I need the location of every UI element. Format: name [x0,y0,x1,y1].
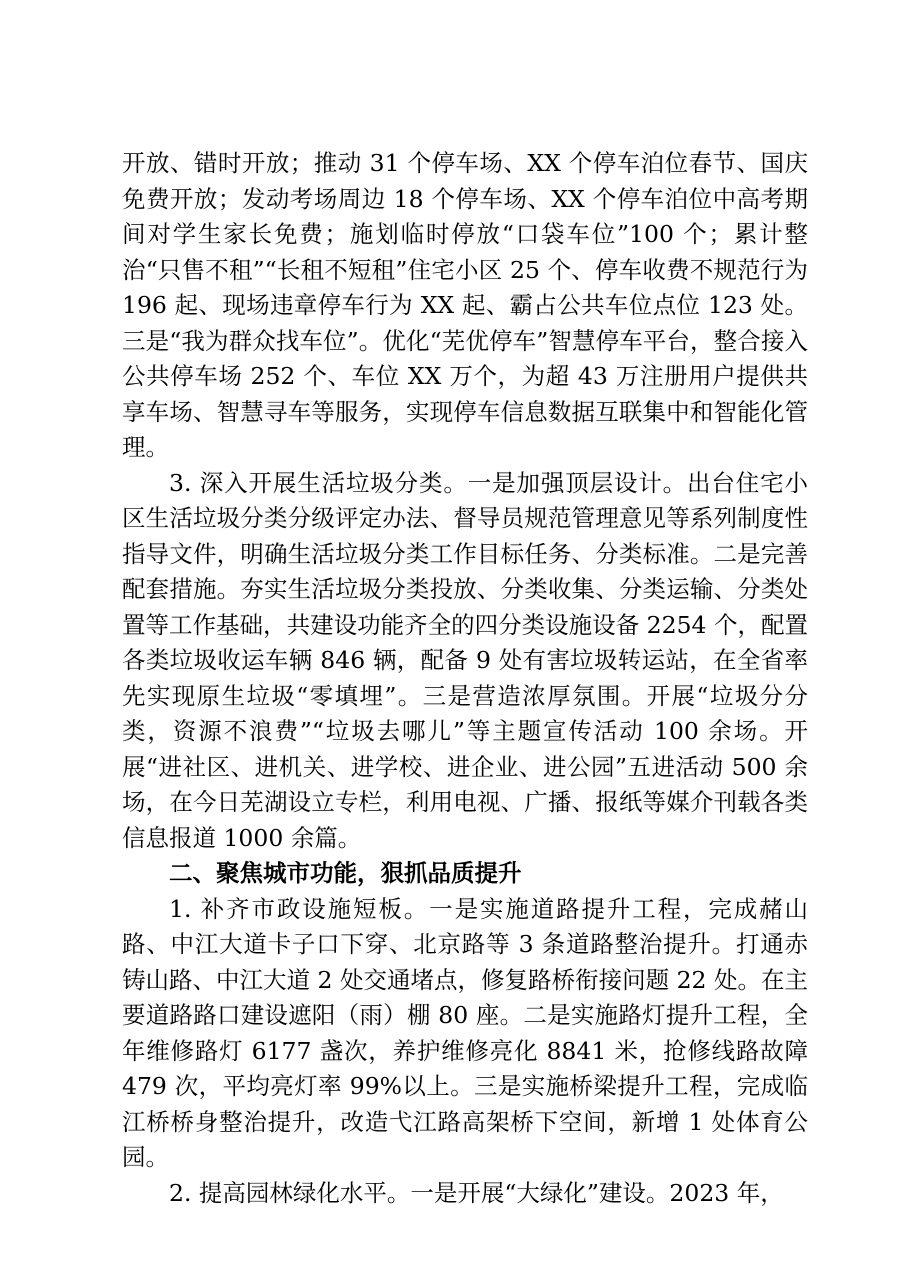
section-heading: 二、聚焦城市功能，狠抓品质提升 [169,859,522,887]
paragraph-municipal-facilities: 1. 补齐市政设施短板。一是实施道路提升工程，完成赭山路、中江大道卡子口下穿、北京路等 3 条道路整治提升。打通赤铸山路、中江大道 2 处交通堵点，修复路桥衔接问题 22 处。在主要道路路口建设遮阳（雨）棚 80 座。二是实施路灯提升工程，全年维修路灯 6177 盏次，养护维修亮化 8841 米，抢修线路故障 479 次，平均亮灯率 99%以上。三是实施桥梁提升工程，完成临江桥桥身整治提升，改造弋江路高架桥下空间，新增 1 处体育公园。 [122,894,808,1171]
paragraph-garbage-sorting: 3. 深入开展生活垃圾分类。一是加强顶层设计。出台住宅小区生活垃圾分类分级评定办法、督导员规范管理意见等系列制度性指导文件，明确生活垃圾分类工作目标任务、分类标准。二是完善配套措施。夯实生活垃圾分类投放、分类收集、分类运输、分类处置等工作基础，共建设功能齐全的四分类设施设备 2254 个，配置各类垃圾收运车辆 846 辆，配备 9 处有害垃圾转运站，在全省率先实现原生垃圾“零填埋”。三是营造浓厚氛围。开展“垃圾分分类，资源不浪费”“垃圾去哪儿”等主题宣传活动 100 余场。开展“进社区、进机关、进学校、进企业、进公园”五进活动 500 余场，在今日芜湖设立专栏，利用电视、广播、报纸等媒介刊载各类信息报道 1000 余篇。 [122,468,808,852]
paragraph-greening: 2. 提高园林绿化水平。一是开展“大绿化”建设。2023 年， [169,1178,784,1207]
paragraph-parking: 开放、错时开放；推动 31 个停车场、XX 个停车泊位春节、国庆免费开放；发动考场周边 18 个停车场、XX 个停车泊位中高考期间对学生家长免费；施划临时停放“口袋车位”100 个；累计整治“只售不租”“长租不短租”住宅小区 25 个、停车收费不规范行为 196 起、现场违章停车行为 XX 起、霸占公共车位点位 123 处。三是“我为群众找车位”。优化“芜优停车”智慧停车平台，整合接入公共停车场 252 个、车位 XX 万个，为超 43 万注册用户提供共享车场、智慧寻车等服务，实现停车信息数据互联集中和智能化管理。 [122,149,808,461]
document-body [122,146,808,1211]
